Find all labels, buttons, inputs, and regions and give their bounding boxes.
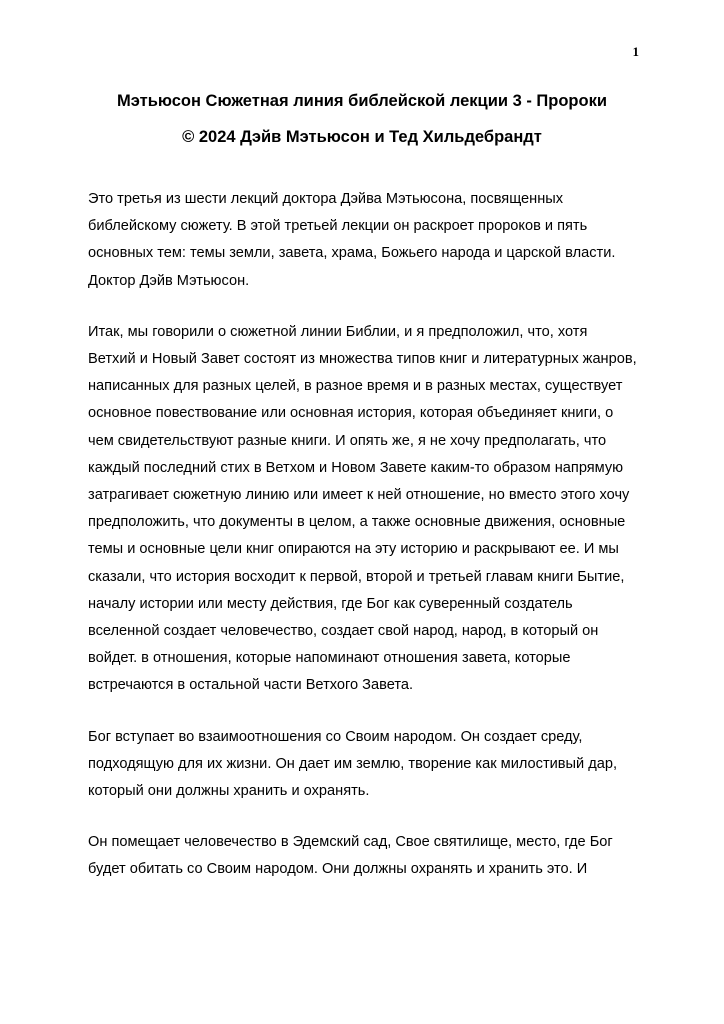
text-line: чем свидетельствуют разные книги. И опять же, я не хочу предполагать, что xyxy=(88,432,607,449)
page-number: 1 xyxy=(632,44,639,59)
text-line: подходящую для их жизни. Он дает им землю, творение как милостивый дар, xyxy=(88,755,618,772)
text-line: будет обитать со Своим народом. Они должны охранять и хранить это. И xyxy=(88,861,588,878)
text-line: темы и основные цели книг опираются на эту историю и раскрывают ее. И мы xyxy=(88,541,619,558)
text-line: каждый последний стих в Ветхом и Новом Завете каким-то образом напрямую xyxy=(88,459,624,476)
text-line: Он помещает человечество в Эдемский сад, Свое святилище, место, где Бог xyxy=(88,834,613,851)
document-body xyxy=(88,186,648,908)
text-line: Итак, мы говорили о сюжетной линии Библии, и я предположил, что, хотя xyxy=(88,323,588,340)
text-line: сказали, что история восходит к первой, второй и третьей главам книги Бытие, xyxy=(88,568,625,585)
text-line: предположить, что документы в целом, а также основные движения, основные xyxy=(88,514,626,531)
text-line: который они должны хранить и охранять. xyxy=(88,783,370,800)
text-line: началу истории или месту действия, где Бог как суверенный создатель xyxy=(88,595,573,612)
text-line: Бог вступает во взаимоотношения со Своим народом. Он создает среду, xyxy=(88,728,583,745)
text-line: библейскому сюжету. В этой третьей лекции он раскроет пророков и пять xyxy=(88,218,588,235)
text-line: Это третья из шести лекций доктора Дэйва Мэтьюсона, посвященных xyxy=(88,191,564,207)
text-line: встречаются в остальной части Ветхого Завета. xyxy=(88,677,414,694)
text-line: Доктор Дэйв Мэтьюсон. xyxy=(88,272,250,289)
text-line: основных тем: темы земли, завета, храма, Божьего народа и царской власти. xyxy=(88,245,616,262)
text-line: вселенной создает человечество, создает свой народ, народ, в который он xyxy=(88,623,599,640)
paragraph-eden xyxy=(88,829,648,883)
paragraph-intro xyxy=(88,186,648,295)
text-line: затрагивает сюжетную линию или имеет к ней отношение, но вместо этого хочу xyxy=(88,487,630,504)
text-line: основное повествование или основная история, которая объединяет книги, о xyxy=(88,405,614,422)
text-line: Ветхий и Новый Завет состоят из множества типов книг и литературных жанров, xyxy=(88,351,637,368)
paragraph-relationship xyxy=(88,724,648,806)
text-line: войдет. в отношения, которые напоминают отношения завета, которые xyxy=(88,650,571,667)
document-title: Мэтьюсон Сюжетная линия библейской лекции 3 - Пророки xyxy=(116,92,607,110)
text-line: написанных для разных целей, в разное время и в разных местах, существует xyxy=(88,378,623,395)
paragraph-storyline xyxy=(88,319,648,700)
copyright-line: © 2024 Дэйв Мэтьюсон и Тед Хильдебрандт xyxy=(182,128,542,146)
